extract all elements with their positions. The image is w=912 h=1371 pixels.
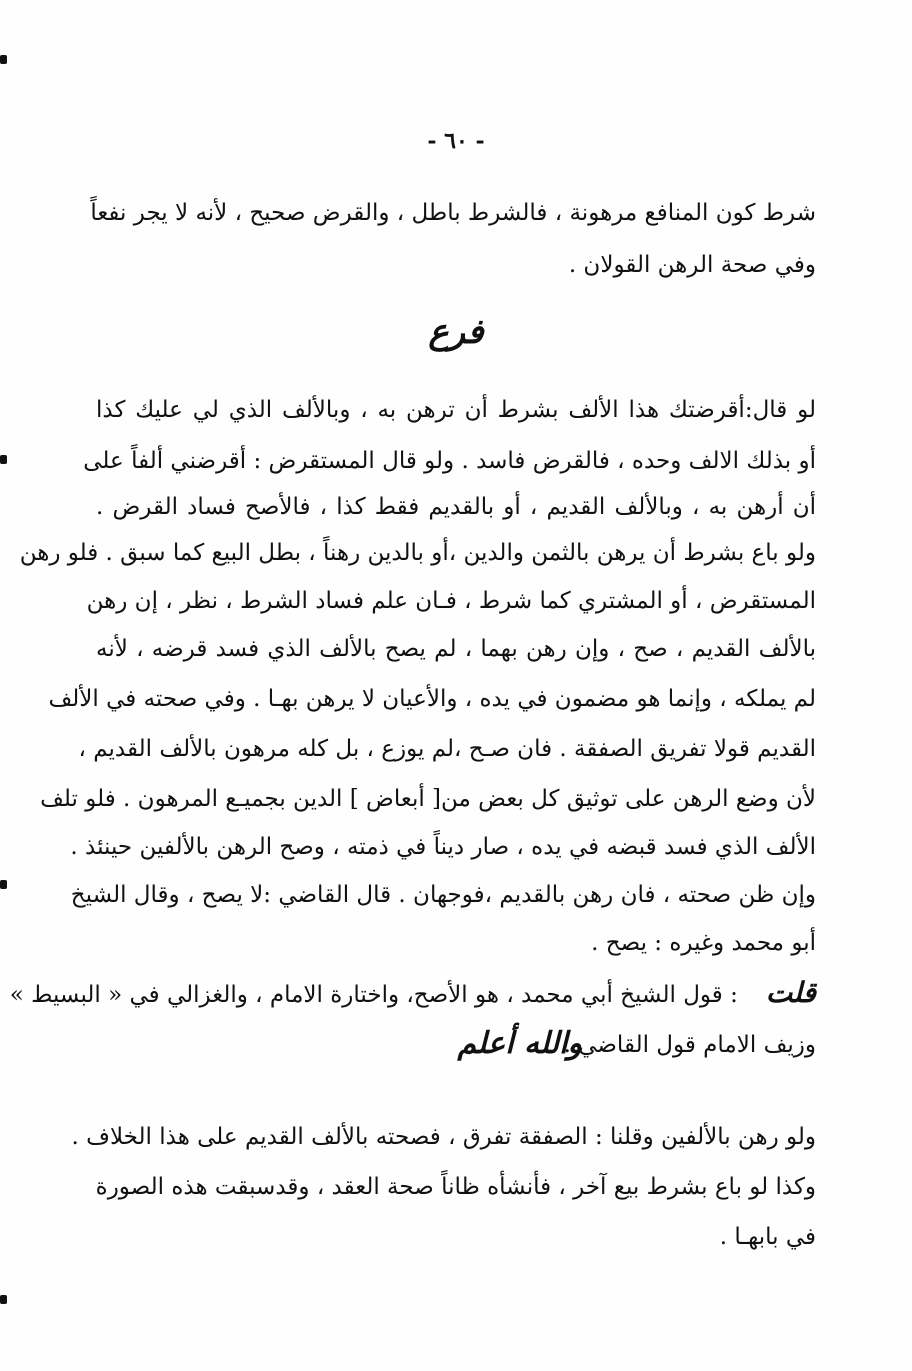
paragraph-line: القديم قولا تفريق الصفقة . فان صـح ،لم يوزع ، بل كله مرهون بالألف القديم ، <box>78 736 816 762</box>
paragraph-line: ولو رهن بالألفين وقلنا : الصفقة تفرق ، فصحته بالألف القديم على هذا الخلاف . <box>71 1124 816 1150</box>
paragraph-line: لم يملكه ، وإنما هو مضمون في يده ، والأعيان لا يرهن بهـا . وفي صحته في الألف <box>48 686 816 712</box>
margin-mark <box>0 55 7 64</box>
margin-mark <box>0 1295 7 1304</box>
paragraph-line: الألف الذي فسد قبضه في يده ، صار ديناً في ذمته ، وصح الرهن بالألفين حينئذ . <box>70 834 816 860</box>
paragraph-line: ولو باع بشرط أن يرهن بالثمن والدين ،أو بالدين رهناً ، بطل البيع كما سبق . فلو رهن <box>19 540 816 566</box>
paragraph-line: وإن ظن صحته ، فان رهن بالقديم ،فوجهان . قال القاضي :لا يصح ، وقال الشيخ <box>70 882 816 908</box>
paragraph-line: لأن وضع الرهن على توثيق كل بعض من[ أبعاض ] الدين بجميـع المرهون . فلو تلف <box>40 786 816 812</box>
margin-mark <box>0 455 7 464</box>
qult-line <box>9 976 816 1010</box>
paragraph-line: في بابهـا . <box>719 1224 816 1250</box>
qult-label: قلت <box>765 976 816 1009</box>
margin-mark <box>0 880 7 889</box>
paragraph-line: أبو محمد وغيره : يصح . <box>591 930 816 956</box>
page-number: - ٦٠ - <box>427 128 485 154</box>
paragraph-line: شرط كون المنافع مرهونة ، فالشرط باطل ، والقرض صحيح ، لأنه لا يجر نفعاً <box>90 200 816 226</box>
paragraph-line: أو بذلك الالف وحده ، فالقرض فاسد . ولو قال المستقرض : أقرضني ألفاً على <box>83 448 816 474</box>
paragraph-line: لو قال:أقرضتك هذا الألف بشرط أن ترهن به ، وبالألف الذي لي عليك كذا <box>96 397 816 423</box>
paragraph-line: وفي صحة الرهن القولان . <box>568 252 816 278</box>
closing-phrase: والله أعلم <box>457 1026 582 1061</box>
paragraph-line: وكذا لو باع بشرط بيع آخر ، فأنشأه ظاناً صحة العقد ، وقدسبقت هذه الصورة <box>95 1174 816 1200</box>
paragraph-line: المستقرض ، أو المشتري كما شرط ، فـان علم فساد الشرط ، نظر ، إن رهن <box>86 588 816 614</box>
paragraph-line: بالألف القديم ، صح ، وإن رهن بهما ، لم يصح بالألف الذي فسد قرضه ، لأنه <box>96 636 816 662</box>
paragraph-line: وزيف الامام قول القاضي . <box>563 1032 816 1058</box>
paragraph-line: أن أرهن به ، وبالألف القديم ، أو بالقديم فقط كذا ، فالأصح فساد القرض . <box>96 494 816 520</box>
section-heading: فرع <box>428 312 484 352</box>
qult-text: : قول الشيخ أبي محمد ، هو الأصح، واختارة الامام ، والغزالي في « البسيط » <box>9 982 738 1008</box>
